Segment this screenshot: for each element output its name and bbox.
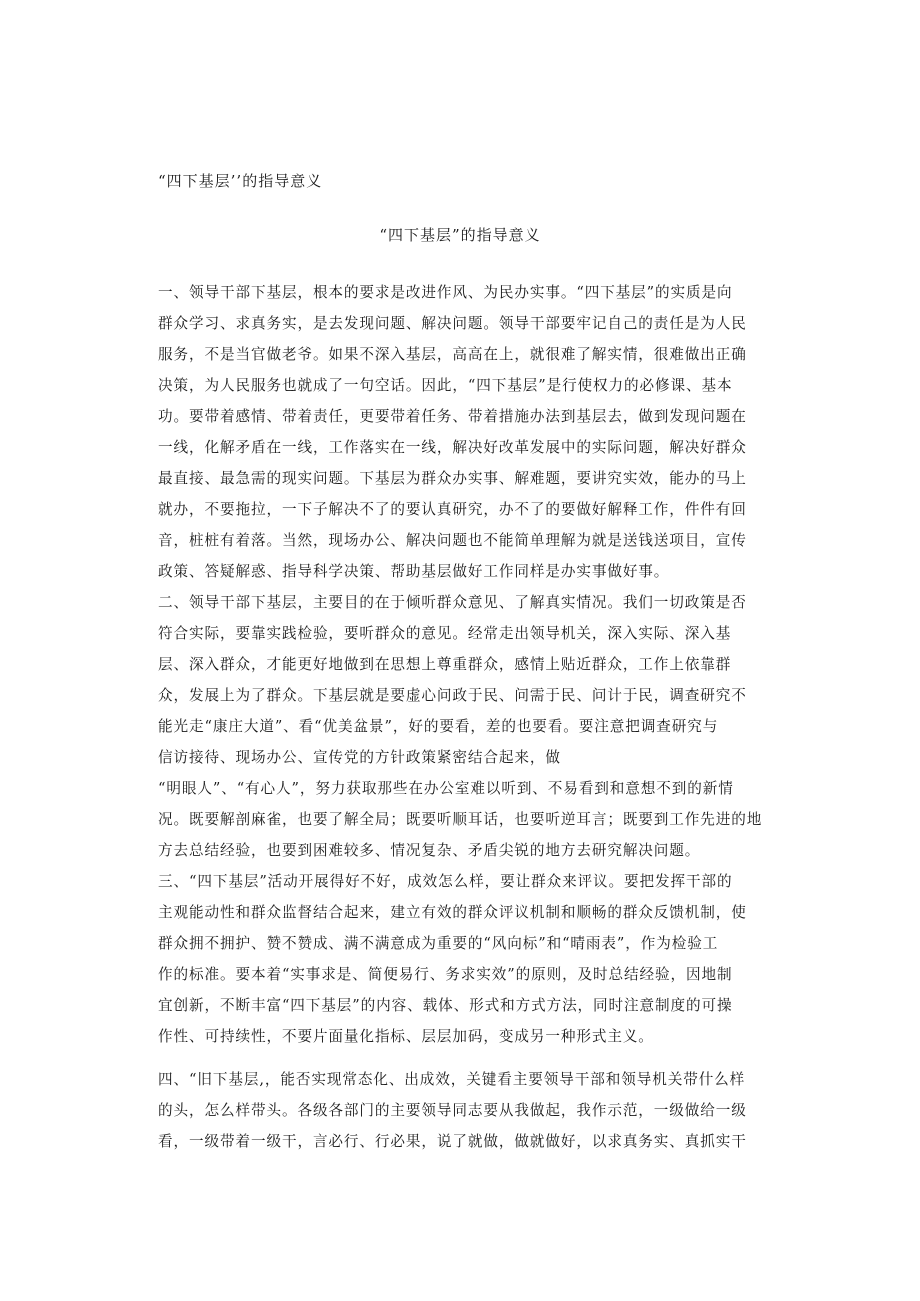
text-line: 的头，怎么样带头。各级各部门的主要领导同志要从我做起，我作示范，一级做给一级 <box>158 1102 747 1119</box>
text-line: 音，桩桩有着落。当然，现场办公、解决问题也不能简单理解为就是送钱送项目，宣传 <box>158 532 747 549</box>
document-title: “四下基层”的指导意义 <box>379 226 541 244</box>
text-line: 功。要带着感情、带着责任，更要带着任务、带着措施办法到基层去，做到发现问题在 <box>158 408 747 425</box>
text-line: 一线，化解矛盾在一线，工作落实在一线，解决好改革发展中的实际问题，解决好群众 <box>158 439 747 456</box>
text-line: 宜创新，不断丰富“四下基层”的内容、载体、形式和方式方法，同时注意制度的可操 <box>158 997 733 1014</box>
text-line: 就办，不要拖拉，一下子解决不了的要认真研究，办不了的要做好解释工作，件件有回 <box>158 501 747 518</box>
text-line: 四、“旧下基层,，能否实现常态化、出成效，关键看主要领导干部和领导机关带什么样 <box>158 1071 746 1088</box>
text-line: 二、领导干部下基层，主要目的在于倾听群众意见、了解真实情况。我们一切政策是否 <box>158 594 747 611</box>
text-line: 决策，为人民服务也就成了一句空话。因此，“四下基层”是行使权力的必修课、基本 <box>158 377 733 394</box>
text-line: “明眼人”、“有心人”，努力获取那些在办公室难以听到、不易看到和意想不到的新情 <box>158 780 734 797</box>
text-line: 能光走“康庄大道”、看“优美盆景”，好的要看，差的也要看。要注意把调查研究与 <box>158 718 719 735</box>
text-line: 群众学习、求真务实，是去发现问题、解决问题。领导干部要牢记自己的责任是为人民 <box>158 315 747 332</box>
text-line: 服务，不是当官做老爷。如果不深入基层，高高在上，就很难了解实情，很难做出正确 <box>158 346 747 363</box>
text-line: 最直接、最急需的现实问题。下基层为群众办实事、解难题，要讲究实效，能办的马上 <box>158 470 747 487</box>
document-header: “四下基层’’的指导意义 <box>158 172 323 190</box>
text-line: 方去总结经验，也要到困难较多、情况复杂、矛盾尖锐的地方去研究解决问题。 <box>158 842 701 859</box>
text-line: 作的标准。要本着“实事求是、简便易行、务求实效”的原则，及时总结经验，因地制 <box>158 966 733 983</box>
text-line: 作性、可持续性，不要片面量化指标、层层加码，变成另一种形式主义。 <box>158 1028 654 1045</box>
text-line: 主观能动性和群众监督结合起来，建立有效的群众评议机制和顺畅的群众反馈机制，使 <box>158 904 747 921</box>
text-line: 一、领导干部下基层，根本的要求是改进作风、为民办实事。“四下基层”的实质是向 <box>158 284 733 301</box>
text-line: 政策、答疑解惑、指导科学决策、帮助基层做好工作同样是办实事做好事。 <box>158 563 670 580</box>
text-line: 层、深入群众，才能更好地做到在思想上尊重群众，感情上贴近群众，工作上依靠群 <box>158 656 732 673</box>
text-line: 符合实际，要靠实践检验，要听群众的意见。经常走出领导机关，深入实际、深入基 <box>158 625 732 642</box>
text-line: 众，发展上为了群众。下基层就是要虚心问政于民、问需于民、问计于民，调查研究不 <box>158 687 747 704</box>
text-line: 况。既要解剖麻雀，也要了解全局；既要听顺耳话，也要听逆耳言；既要到工作先进的地 <box>158 811 763 828</box>
text-line: 三、“四下基层”活动开展得好不好，成效怎么样，要让群众来评议。要把发挥干部的 <box>158 873 733 890</box>
text-line: 信访接待、现场办公、宣传党的方针政策紧密结合起来，做 <box>158 749 561 766</box>
text-line: 看，一级带着一级干，言必行、行必果，说了就做，做就做好，以求真务实、真抓实干 <box>158 1133 747 1150</box>
text-line: 群众拥不拥护、赞不赞成、满不满意成为重要的“风向标”和“晴雨表”，作为检验工 <box>158 935 719 952</box>
